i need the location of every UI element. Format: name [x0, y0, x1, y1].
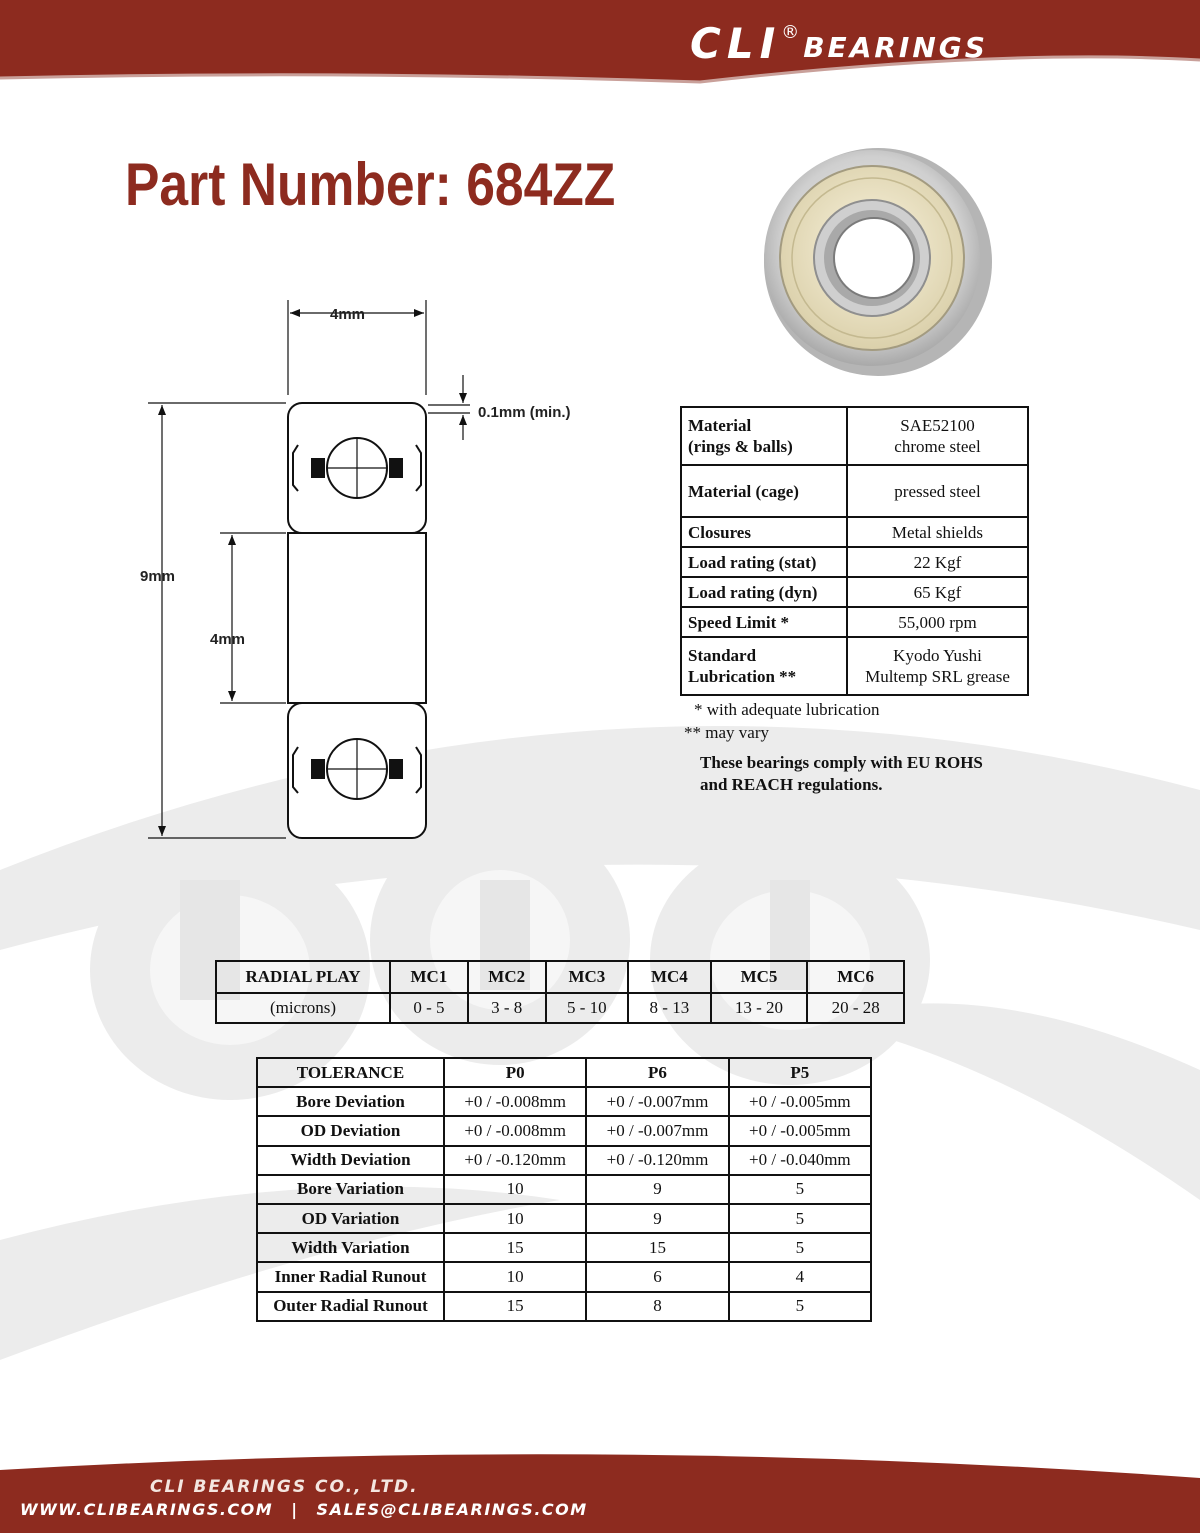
radial-play-cell: 0 - 5	[390, 993, 468, 1023]
footer-company-name: CLI BEARINGS CO., LTD.	[150, 1477, 419, 1497]
tolerance-header-cell: P5	[729, 1058, 871, 1087]
tolerance-cell: 9	[586, 1175, 728, 1204]
tolerance-row-label: Bore Variation	[257, 1175, 444, 1204]
part-title: Part Number: 684ZZ	[125, 151, 616, 218]
spec-value: 65 Kgf	[847, 577, 1028, 607]
spec-value: 22 Kgf	[847, 547, 1028, 577]
tolerance-cell: 5	[729, 1292, 871, 1321]
tolerance-row	[257, 1116, 871, 1145]
tolerance-cell: 5	[729, 1233, 871, 1262]
spec-key: Speed Limit *	[681, 607, 847, 637]
registered-mark: ®	[781, 22, 800, 43]
footer-contact	[20, 1500, 720, 1519]
radial-play-label: RADIAL PLAY	[216, 961, 390, 993]
tolerance-cell: 4	[729, 1262, 871, 1291]
tolerance-cell: 15	[586, 1233, 728, 1262]
radial-play-cell: 20 - 28	[807, 993, 904, 1023]
spec-row	[681, 517, 1028, 547]
radial-play-cell: MC5	[711, 961, 808, 993]
spec-key: Material (cage)	[681, 465, 847, 517]
compliance-line-2: and REACH regulations.	[700, 775, 883, 794]
tolerance-cell: 5	[729, 1175, 871, 1204]
chamfer-dimension-label: 0.1mm (min.)	[478, 404, 571, 421]
tolerance-row	[257, 1204, 871, 1233]
tolerance-cell: +0 / -0.007mm	[586, 1087, 728, 1116]
spec-value: pressed steel	[847, 465, 1028, 517]
brand-logo	[690, 19, 1180, 68]
spec-value: Kyodo Yushi Multemp SRL grease	[847, 637, 1028, 695]
spec-table	[680, 406, 1029, 696]
radial-play-cell: 5 - 10	[546, 993, 629, 1023]
email-link[interactable]: SALES@CLIBEARINGS.COM	[316, 1500, 588, 1519]
tolerance-header-cell: TOLERANCE	[257, 1058, 444, 1087]
tolerance-cell: +0 / -0.005mm	[729, 1116, 871, 1145]
radial-play-cell: MC6	[807, 961, 904, 993]
tolerance-cell: +0 / -0.040mm	[729, 1146, 871, 1175]
tolerance-header-row	[257, 1058, 871, 1087]
spec-value: Metal shields	[847, 517, 1028, 547]
compliance-statement	[700, 752, 983, 796]
tolerance-row	[257, 1233, 871, 1262]
tolerance-row-label: Inner Radial Runout	[257, 1262, 444, 1291]
tolerance-body	[257, 1058, 871, 1321]
radial-play-cell: 3 - 8	[468, 993, 546, 1023]
tolerance-row-label: Width Variation	[257, 1233, 444, 1262]
footer-separator: |	[291, 1500, 299, 1519]
lubrication-note: * with adequate lubrication	[694, 700, 880, 719]
tolerance-row	[257, 1292, 871, 1321]
tolerance-cell: +0 / -0.007mm	[586, 1116, 728, 1145]
tolerance-table	[256, 1057, 872, 1322]
tolerance-cell: 15	[444, 1292, 586, 1321]
tolerance-cell: 10	[444, 1175, 586, 1204]
bore-diameter-label: 4mm	[210, 631, 246, 648]
tolerance-cell: 6	[586, 1262, 728, 1291]
tolerance-cell: 8	[586, 1292, 728, 1321]
spec-row	[681, 637, 1028, 695]
tolerance-row	[257, 1262, 871, 1291]
spec-value: SAE52100 chrome steel	[847, 407, 1028, 465]
radial-play-cell: 13 - 20	[711, 993, 808, 1023]
radial-play-cell: MC2	[468, 961, 546, 993]
tolerance-cell: +0 / -0.120mm	[444, 1146, 586, 1175]
radial-play-cell: MC4	[628, 961, 711, 993]
radial-play-table	[215, 960, 905, 1024]
spec-table-body	[681, 407, 1028, 695]
spec-value: 55,000 rpm	[847, 607, 1028, 637]
tolerance-cell: +0 / -0.120mm	[586, 1146, 728, 1175]
tolerance-cell: 9	[586, 1204, 728, 1233]
spec-row	[681, 577, 1028, 607]
tolerance-cell: +0 / -0.008mm	[444, 1087, 586, 1116]
radial-play-label: (microns)	[216, 993, 390, 1023]
tolerance-row-label: Outer Radial Runout	[257, 1292, 444, 1321]
tolerance-cell: +0 / -0.005mm	[729, 1087, 871, 1116]
spec-row	[681, 465, 1028, 517]
tolerance-cell: 10	[444, 1204, 586, 1233]
tolerance-row-label: Bore Deviation	[257, 1087, 444, 1116]
spec-key: Load rating (dyn)	[681, 577, 847, 607]
radial-play-cell: 8 - 13	[628, 993, 711, 1023]
width-dimension-label: 4mm	[330, 306, 366, 323]
spec-key: Closures	[681, 517, 847, 547]
logo-sub-text: BEARINGS	[803, 31, 988, 64]
radial-play-cell: MC3	[546, 961, 629, 993]
tolerance-header-cell: P0	[444, 1058, 586, 1087]
compliance-line-1: These bearings comply with EU ROHS	[700, 753, 983, 772]
radial-play-cell: MC1	[390, 961, 468, 993]
cross-section-drawing	[130, 295, 571, 855]
tolerance-row-label: OD Deviation	[257, 1116, 444, 1145]
spec-key: Material (rings & balls)	[681, 407, 847, 465]
tolerance-cell: 5	[729, 1204, 871, 1233]
spec-row	[681, 407, 1028, 465]
tolerance-row	[257, 1175, 871, 1204]
website-link[interactable]: WWW.CLIBEARINGS.COM	[20, 1500, 274, 1519]
outer-diameter-label: 9mm	[140, 568, 176, 585]
tolerance-row	[257, 1146, 871, 1175]
radial-play-row	[216, 993, 904, 1023]
radial-play-body	[216, 961, 904, 1023]
spec-row	[681, 607, 1028, 637]
tolerance-row-label: OD Variation	[257, 1204, 444, 1233]
spec-key: Load rating (stat)	[681, 547, 847, 577]
logo-main-text: CLI	[690, 19, 782, 68]
tolerance-cell: +0 / -0.008mm	[444, 1116, 586, 1145]
tolerance-cell: 10	[444, 1262, 586, 1291]
tolerance-header-cell: P6	[586, 1058, 728, 1087]
tolerance-row	[257, 1087, 871, 1116]
may-vary-note: ** may vary	[684, 723, 769, 742]
tolerance-cell: 15	[444, 1233, 586, 1262]
spec-row	[681, 547, 1028, 577]
spec-key: Standard Lubrication **	[681, 637, 847, 695]
tolerance-row-label: Width Deviation	[257, 1146, 444, 1175]
radial-play-header	[216, 961, 904, 993]
bearing-photo	[760, 140, 995, 380]
